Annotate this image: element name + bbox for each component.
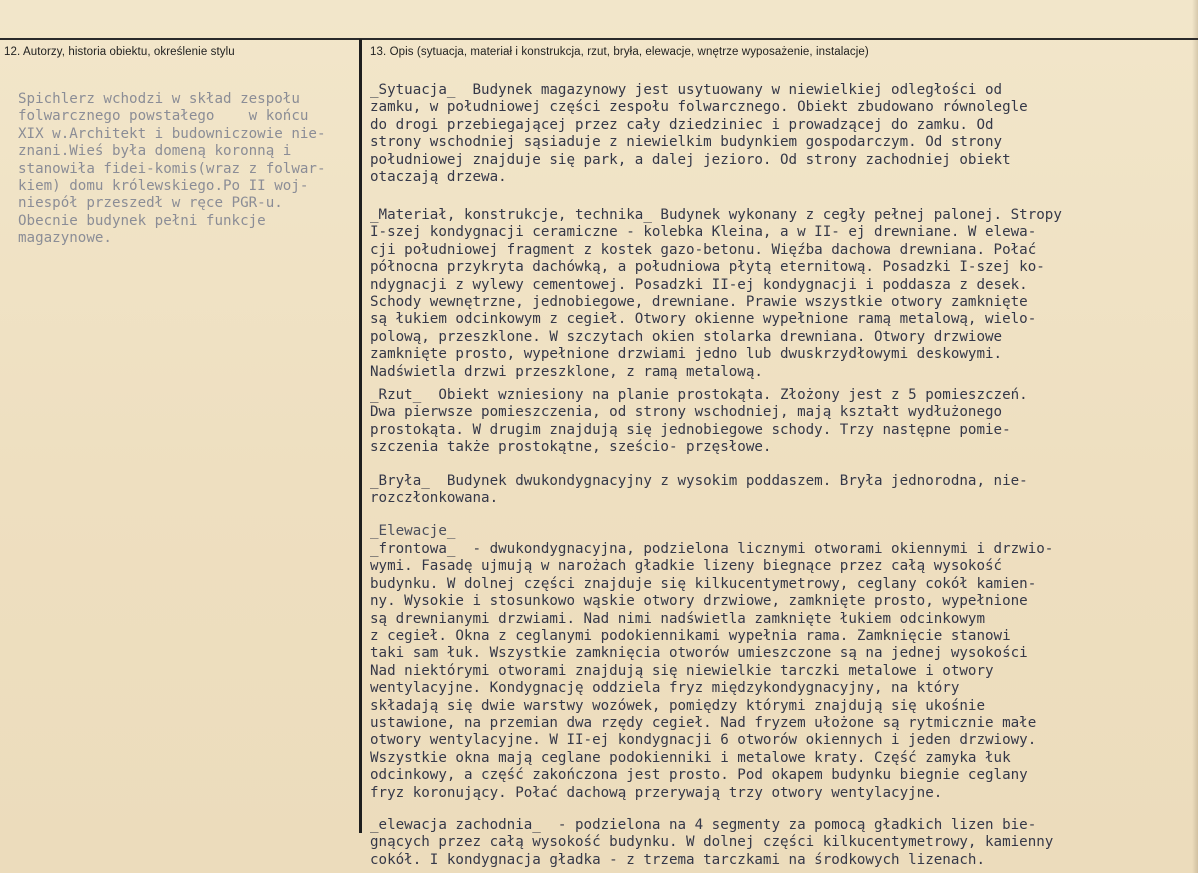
top-rule	[0, 38, 1198, 40]
history-text: Spichlerz wchodzi w skład zespołu folwarcznego powstałego w końcu XIX w.Architekt i budowniczowie nie- znani.Wieś była domeną koronną i stanowiła fidei-komis(wraz z folwar- kiem) domu królewskiego.Po II woj- niespół przeszedł w ręce PGR-u. Obecnie budynek pełni funkcje magazynowe.	[18, 91, 326, 247]
bryla-paragraph: _Bryła_ Budynek dwukondygnacyjny z wysokim poddaszem. Bryła jednorodna, nie- rozczłonkowana.	[370, 473, 1028, 507]
rzut-paragraph: _Rzut_ Obiekt wzniesiony na planie prostokąta. Złożony jest z 5 pomieszczeń. Dwa pierwsze pomieszczenia, od strony wschodniej, mają kształt wydłużonego prostokąta. W drugim znajdują się jednobiegowe schody. Trzy następne pomie- szczenia także prostokątne, sześcio- przęsłowe.	[370, 387, 1028, 456]
column-divider	[359, 39, 362, 833]
zachodnia-paragraph: _elewacja zachodnia_ - podzielona na 4 segmenty za pomocą gładkich lizen bie- gnących przez całą wysokość budynku. W dolnej części kilkucentymetrowy, kamienny cokół. I kondygnacja gładka - z trzema tarczkami na środkowych lizenach.	[370, 817, 1054, 868]
sytuacja-paragraph: _Sytuacja_ Budynek magazynowy jest usytuowany w niewielkiej odległości od zamku, w południowej części zespołu folwarcznego. Obiekt zbudowano równolegle do drogi przebiegającej przez cały dziedziniec i prowadzącej do zamku. Od strony wschodniej sąsiaduje z niewielkim budynkiem gospodarczym. Od strony południowej znajduje się park, a dalej jezioro. Od strony zachodniej obiekt otaczają drzewa.	[370, 82, 1028, 186]
elewacje-heading: _Elewacje_	[370, 523, 456, 539]
page-edge-shadow	[1192, 0, 1198, 873]
material-paragraph: _Materiał, konstrukcje, technika_ Budynek wykonany z cegły pełnej palonej. Stropy I-szej kondygnacji ceramiczne - kolebka Kleina, a w II- ej drewniane. W elewa- cji południowej fragment z kostek gazo-betonu. Więźba dachowa drewniana. Połać północna przykryta dachówką, a południowa płytą eternitową. Posadzki I-szej ko- ndygnacji z wylewy cementowej. Posadzki II-ej kondygnacji i poddasza z desek. Schody wewnętrzne, jednobiegowe, drewniane. Prawie wszystkie otwory zamknięte są łukiem odcinkowym z cegieł. Otwory okienne wypełnione ramą metalową, wielo- polową, przeszklone. W szczytach okien stolarka drewniana. Otwory drzwiowe zamknięte prosto, wypełnione drzwiami jedno lub dwuskrzydłowymi deskowymi. Nadświetla drzwi przeszklone, z ramą metalową.	[370, 207, 1062, 380]
section-13-header: 13. Opis (sytuacja, materiał i konstrukcja, rzut, bryła, elewacje, wnętrze wyposażenie, instalacje)	[370, 46, 869, 58]
frontowa-paragraph: _frontowa_ - dwukondygnacyjna, podzielona licznymi otworami okiennymi i drzwio- wymi. Fasadę ujmują w narożach gładkie lizeny biegnące przez całą wysokość budynku. W dolnej części znajduje się kilkucentymetrowy, ceglany cokół kamien- ny. Wysokie i stosunkowo wąskie otwory drzwiowe, zamknięte prosto, wypełnione są drewnianymi drzwiami. Nad nimi nadświetla zamknięte łukiem odcinkowym z cegieł. Okna z ceglanymi podokiennikami wypełnia rama. Zamknięcie stanowi taki sam łuk. Wszystkie zamknięcia otworów umieszczone są na jednej wysokości Nad niektórymi otworami znajdują się niewielkie tarczki metalowe i otwory wentylacyjne. Kondygnację oddziela fryz międzykondygnacyjny, na który składają się dwie warstwy wozówek, pomiędzy którymi znajdują się ukośnie ustawione, na przemian dwa rzędy cegieł. Nad fryzem ułożone są rytmicznie małe otwory wentylacyjne. W II-ej kondygnacji 6 otworów okiennych i jeden drzwiowy. Wszystkie okna mają ceglane podokienniki i metalowe kraty. Część zamyka łuk odcinkowy, a część zakończona jest prosto. Pod okapem budynku biegnie ceglany fryz koronujący. Połać dachową przerywają trzy otwory wentylacyjne.	[370, 541, 1054, 801]
section-12-header: 12. Autorzy, historia obiektu, określenie stylu	[4, 46, 235, 58]
